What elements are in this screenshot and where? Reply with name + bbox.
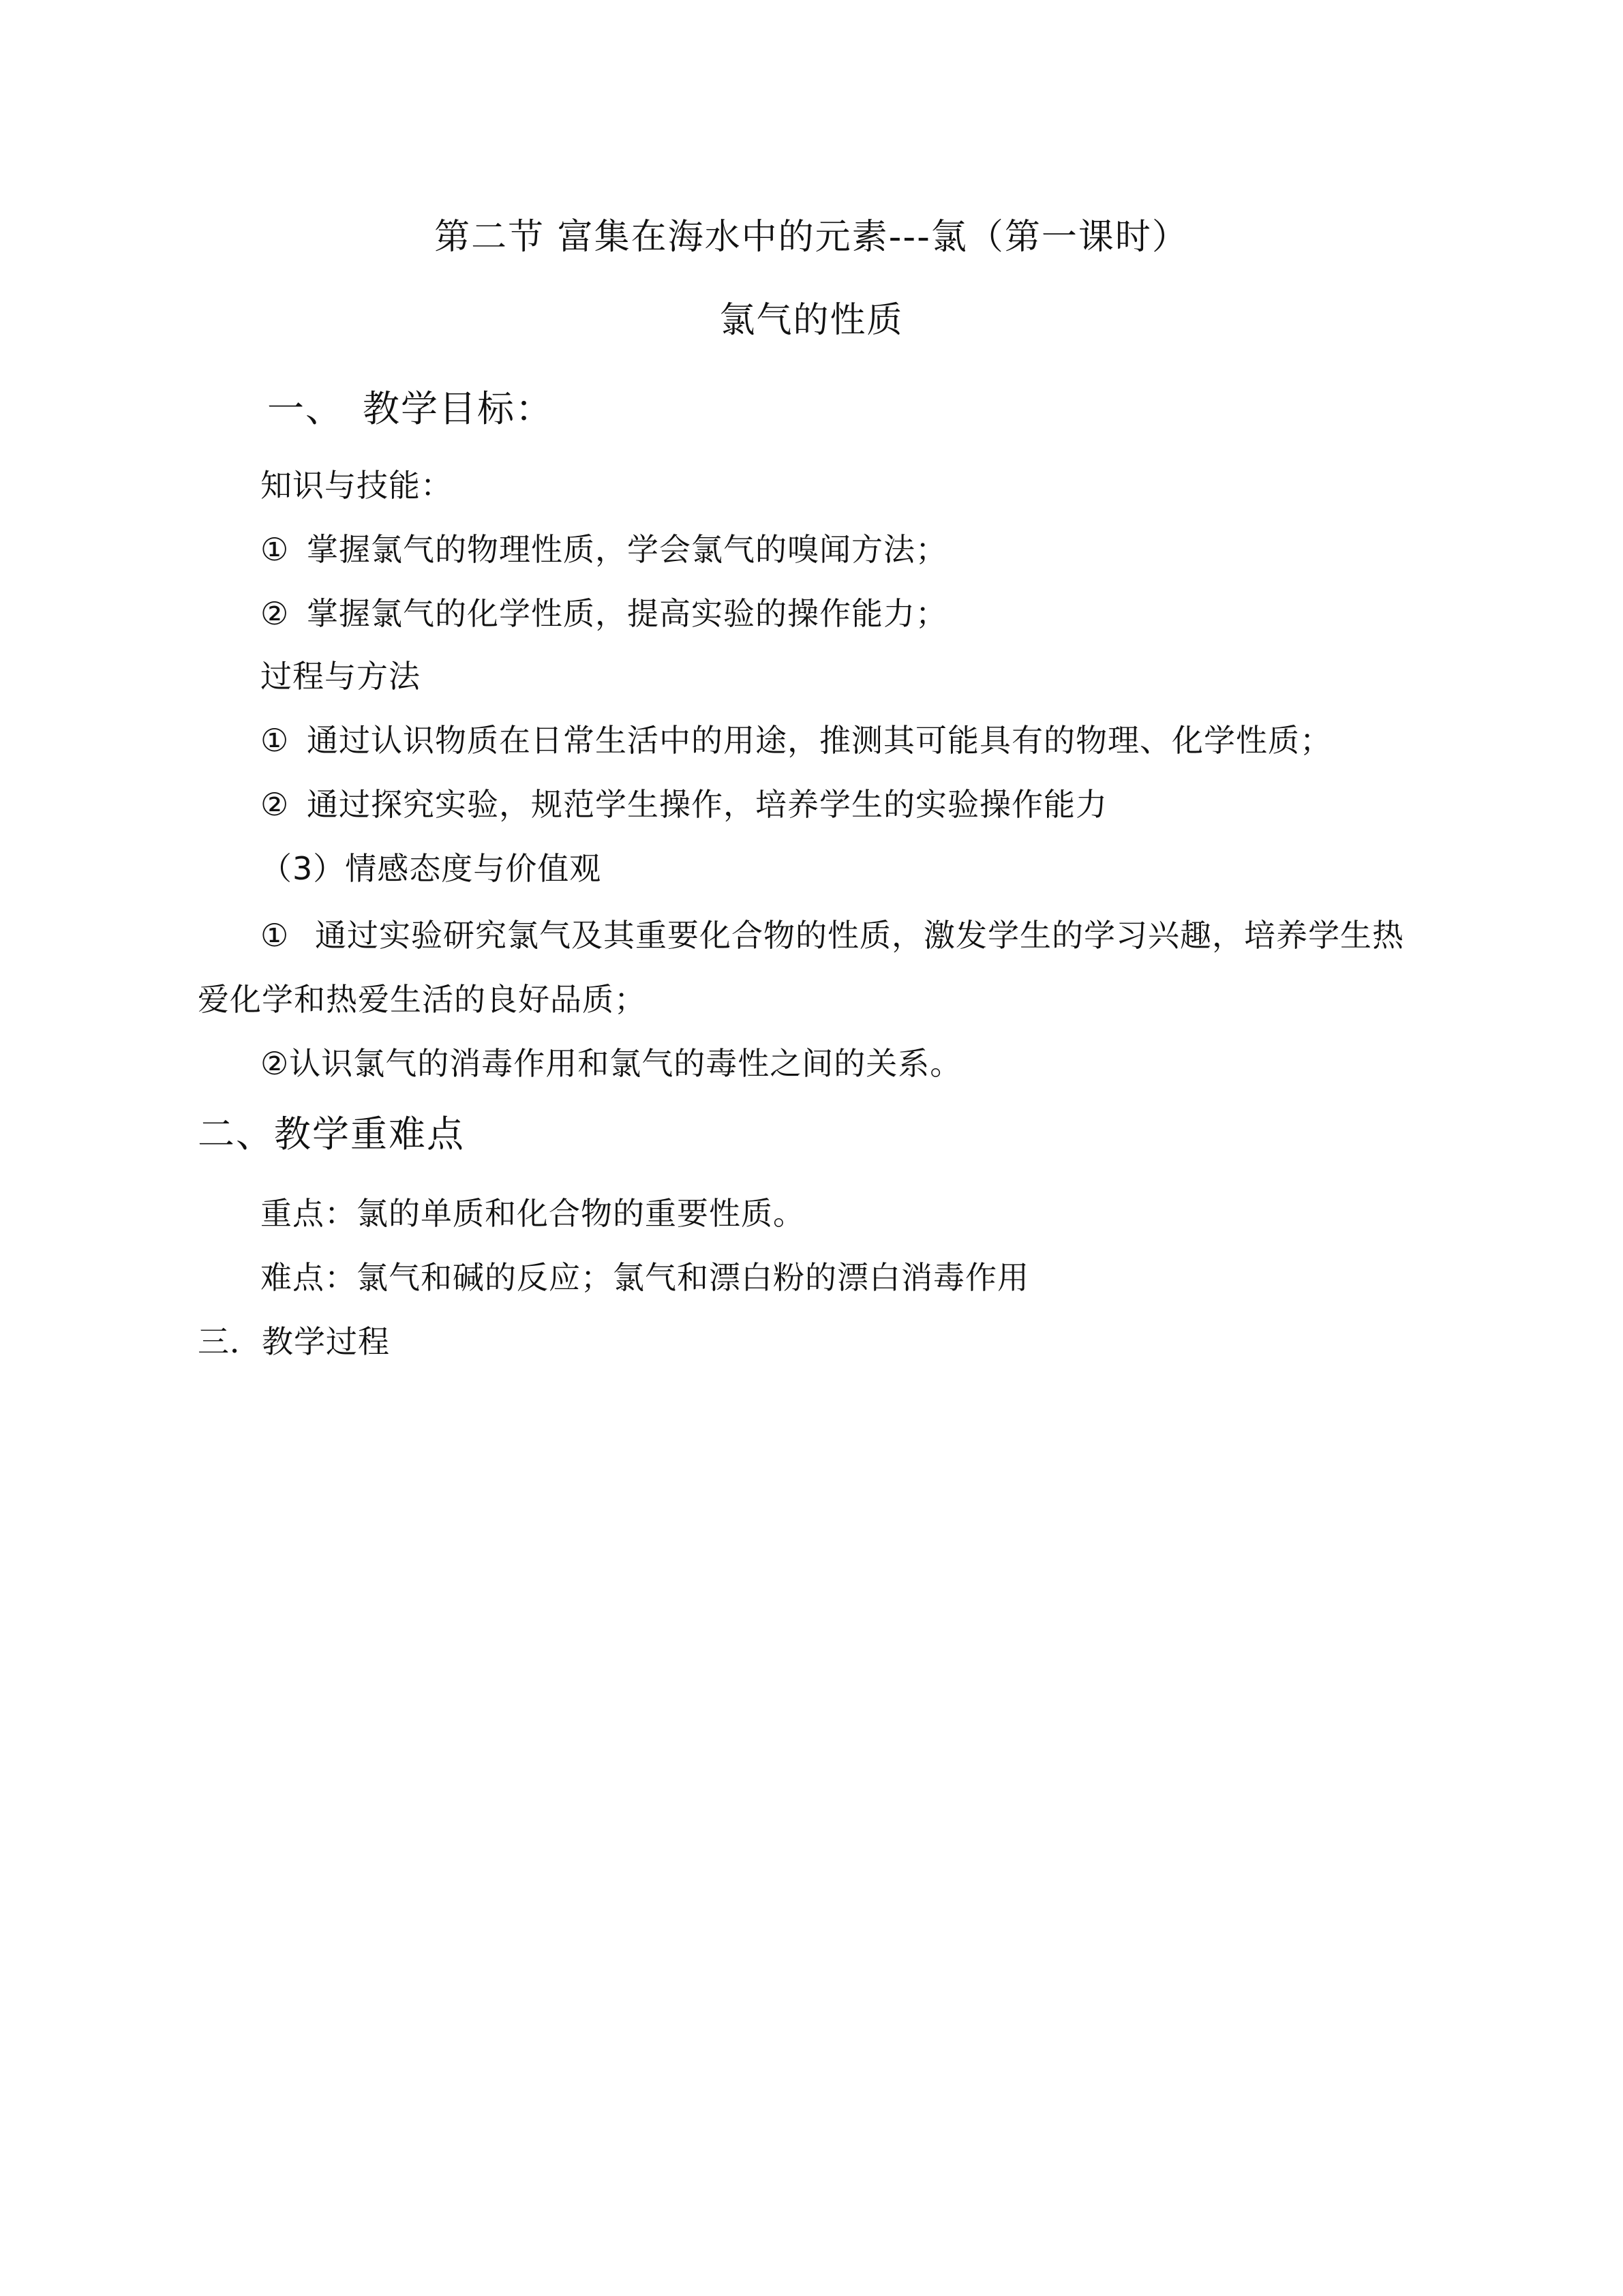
emotion-item-1-line-2: 爱化学和热爱生活的良好品质； bbox=[198, 981, 646, 1018]
process-item-1-marker: ① bbox=[260, 722, 290, 759]
section-1-title: 教学目标： bbox=[363, 387, 553, 430]
process-item-1 bbox=[260, 720, 1332, 761]
section-1-heading bbox=[267, 389, 553, 429]
emotion-item-2: ②认识氯气的消毒作用和氯气的毒性之间的关系。 bbox=[260, 1045, 962, 1082]
section-3-heading: 三．教学过程 bbox=[198, 1323, 390, 1360]
knowledge-item-1-marker: ① bbox=[260, 531, 290, 568]
process-item-2 bbox=[260, 784, 1108, 825]
emotion-item-1-text: 通过实验研究氯气及其重要化合物的性质，激发学生的学习兴趣，培养学生热 bbox=[315, 917, 1404, 954]
section-2-heading: 二、教学重难点 bbox=[198, 1113, 465, 1155]
difficulty-point: 难点：氯气和碱的反应；氯气和漂白粉的漂白消毒作用 bbox=[260, 1259, 1029, 1296]
document-subtitle: 氯气的性质 bbox=[719, 300, 904, 341]
process-label: 过程与方法 bbox=[260, 658, 421, 695]
knowledge-item-1-text: 掌握氯气的物理性质，学会氯气的嗅闻方法； bbox=[307, 531, 947, 568]
section-1-number: 一、 bbox=[267, 387, 344, 430]
process-item-1-text: 通过认识物质在日常生活中的用途，推测其可能具有的物理、化学性质； bbox=[307, 722, 1332, 759]
process-item-2-text: 通过探究实验，规范学生操作，培养学生的实验操作能力 bbox=[307, 786, 1108, 823]
emotion-item-1-line-1 bbox=[260, 915, 1404, 956]
key-point: 重点：氯的单质和化合物的重要性质。 bbox=[260, 1195, 805, 1232]
process-item-2-marker: ② bbox=[260, 786, 290, 823]
knowledge-item-2-text: 掌握氯气的化学性质，提高实验的操作能力； bbox=[307, 595, 947, 632]
emotion-item-1-marker: ① bbox=[260, 917, 290, 954]
knowledge-item-2-marker: ② bbox=[260, 595, 290, 632]
document-title: 第二节 富集在海水中的元素---氯（第一课时） bbox=[434, 217, 1189, 258]
knowledge-item-1 bbox=[260, 529, 947, 570]
emotion-label: （3）情感态度与价值观 bbox=[260, 850, 602, 887]
knowledge-item-2 bbox=[260, 593, 947, 634]
knowledge-label: 知识与技能： bbox=[260, 467, 453, 504]
